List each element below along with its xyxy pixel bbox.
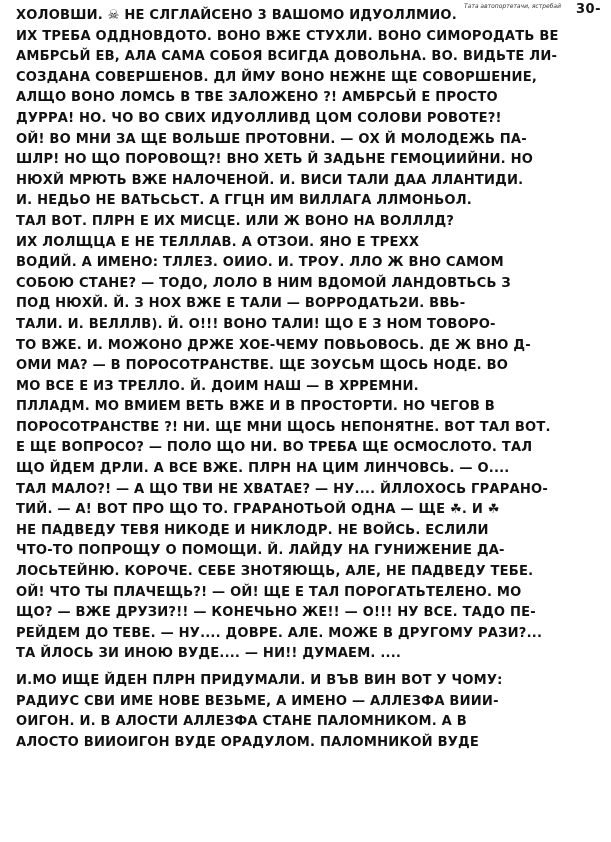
manuscript-line: ЧТО-ТО ПОПРОЩУ О ПОМОЩИ. Й. ЛАЙДУ НА ГУНИЖЕНИЕ ДА- xyxy=(16,543,505,559)
manuscript-line: ЩО ЙДЕМ ДРЛИ. А ВСЕ ВЖЕ. ПЛРН НА ЦИМ ЛИНЧОВСЬ. — О.... xyxy=(16,461,510,477)
manuscript-line: И. НЕДЬО НЕ ВАТЬСЬСТ. А ГГЦН ИМ ВИЛЛАГА ЛЛМОНЬОЛ. xyxy=(16,193,472,209)
manuscript-line: Е ЩЕ ВОПРОСО? — ПОЛО ЩО НИ. ВО ТРЕБА ЩЕ ОСМОСЛОТО. ТАЛ xyxy=(16,440,533,456)
manuscript-line: ПОД НЮХЙ. Й. З НОХ ВЖЕ Е ТАЛИ — ВОРРОДАТЬ2И. ВВЬ- xyxy=(16,296,466,312)
manuscript-line: ОИГОН. И. В АЛОСТИ АЛЛЕЗФА СТАНЕ ПАЛОМНИКОМ. А В xyxy=(16,714,467,730)
manuscript-line: АЛОСТО ВИИОИГОН ВУДЕ ОРАДУЛОМ. ПАЛОМНИКОЙ ВУДЕ xyxy=(16,734,480,750)
page-number: 30- xyxy=(576,2,601,17)
manuscript-line: ТО ВЖЕ. И. МОЖОНО ДРЖЕ ХОЕ-ЧЕМУ ПОВЬОВОСЬ. ДЕ Ж ВНО Д- xyxy=(16,337,531,353)
manuscript-line: ИХ ЛОЛЩЦА Е НЕ ТЕЛЛЛАВ. А ОТЗОИ. ЯНО Е ТРЕХХ xyxy=(16,234,420,250)
margin-note: Тата автопортетачи, ястребай xyxy=(464,3,561,10)
manuscript-line: ТАЛИ. И. ВЕЛЛЛВ). Й. О!!! ВОНО ТАЛИ! ЩО Е З НОМ ТОВОРО- xyxy=(16,316,496,332)
manuscript-line: ИХ ТРЕБА ОДДНОВДОТО. ВОНО ВЖЕ СТУХЛИ. ВОНО СИМОРОДАТЬ ВЕ xyxy=(16,28,559,44)
manuscript-line: ОМИ МА? — В ПОРОСОТРАНСТВЕ. ЩЕ ЗОУСЬМ ЩОСЬ НОДЕ. ВО xyxy=(16,358,509,374)
manuscript-line: НЕ ПАДВЕДУ ТЕВЯ НИКОДЕ И НИКЛОДР. НЕ ВОЙСЬ. ЕСЛИЛИ xyxy=(16,522,489,538)
manuscript-line: ОЙ! ВО МНИ ЗА ЩЕ ВОЛЬШЕ ПРОТОВНИ. — ОХ Й МОЛОДЕЖЬ ПА- xyxy=(16,131,527,147)
manuscript-line: МО ВСЕ Е ИЗ ТРЕЛЛО. Й. ДОИМ НАШ — В ХРРЕМНИ. xyxy=(16,378,419,394)
manuscript-line: ХОЛОВШИ. ☠ НЕ СЛГЛАЙСЕНО 3 ВАШОМО ИДУОЛЛМИО. xyxy=(16,8,457,23)
manuscript-line: ПЛЛАДМ. МО ВМИЕМ ВЕТЬ ВЖЕ И В ПРОСТОРТИ. НО ЧЕГОВ В xyxy=(16,399,495,415)
manuscript-line: РЕЙДЕМ ДО ТЕВЕ. — НУ.... ДОВРЕ. АЛЕ. МОЖЕ В ДРУГОМУ РАЗИ?... xyxy=(16,625,543,641)
manuscript-line: И.МО ИЩЕ ЙДЕН ПЛРН ПРИДУМАЛИ. И ВЪВ ВИН ВОТ У ЧОМУ: xyxy=(16,673,503,688)
manuscript-line: ПОРОСОТРАНСТВЕ ?! НИ. ЩЕ МНИ ЩОСЬ НЕПОНЯТНЕ. ВОТ ТАЛ ВОТ. xyxy=(16,419,551,435)
manuscript-line: ВОДИЙ. А ИМЕНО: ТЛЛЕЗ. ОИИО. И. ТРОУ. ЛЛО Ж ВНО САМОМ xyxy=(16,255,504,271)
manuscript-line: ТА ЙЛОСЬ ЗИ ИНОЮ ВУДЕ.... — НИ!! ДУМАЕМ. .... xyxy=(16,646,402,662)
manuscript-line: ШЛР! НО ЩО ПОРОВОЩ?! ВНО ХЕТЬ Й ЗАДЬНЕ ГЕМОЦИИЙНИ. НО xyxy=(16,152,534,168)
manuscript-line: НЮХЙ МРЮТЬ ВЖЕ НАЛОЧЕНОЙ. И. ВИСИ ТАЛИ ДАА ЛЛАНТИДИ. xyxy=(16,172,524,188)
manuscript-line: ОЙ! ЧТО ТЫ ПЛАЧЕЩЬ?! — ОЙ! ЩЕ Е ТАЛ ПОРОГАТЬТЕЛЕНО. МО xyxy=(16,584,522,600)
manuscript-line: РАДИУС СВИ ИМЕ НОВЕ ВЕЗЬМЕ, А ИМЕНО — АЛЛЕЗФА ВИИИ- xyxy=(16,693,499,709)
manuscript-line: ЛОСЬТЕЙНЮ. КОРОЧЕ. СЕБЕ ЗНОТЯЮЩЬ, АЛЕ, НЕ ПАДВЕДУ ТЕБЕ. xyxy=(16,564,534,580)
manuscript-line: АЛЩО ВОНО ЛОМСЬ В ТВЕ ЗАЛОЖЕНО ?! АМБРСЬЙ Е ПРОСТО xyxy=(16,90,498,106)
manuscript-line: СОБОЮ СТАНЕ? — ТОДО, ЛОЛО В НИМ ВДОМОЙ ЛАНДОВТЬСЬ З xyxy=(16,275,511,291)
manuscript-text xyxy=(16,6,601,753)
manuscript-line: АМБРСЬЙ ЕВ, АЛА САМА СОБОЯ ВСИГДА ДОВОЛЬНА. ВО. ВИДЬТЕ ЛИ- xyxy=(16,49,558,65)
manuscript-line: СОЗДАНА СОВЕРШЕНОВ. ДЛ ЙМУ ВОНО НЕЖНЕ ЩЕ СОВОРШЕНИЕ, xyxy=(16,69,538,85)
manuscript-line: ТАЛ ВОТ. ПЛРН Е ИХ МИСЦЕ. ИЛИ Ж ВОНО НА ВОЛЛЛД? xyxy=(16,213,455,229)
manuscript-line: ЩО? — ВЖЕ ДРУЗИ?!! — КОНЕЧЬНО ЖЕ!! — О!!! НУ ВСЕ. ТАДО ПЕ- xyxy=(16,605,536,621)
manuscript-line: ДУРРА! НО. ЧО ВО СВИХ ИДУОЛЛИВД ЦОМ СОЛОВИ РОВОТЕ?! xyxy=(16,110,502,126)
manuscript-line: ТАЛ МАЛО?! — А ЩО ТВИ НЕ ХВАТАЕ? — НУ.... ЙЛЛОХОСЬ ГРАРАНО- xyxy=(16,481,548,497)
manuscript-line: ТИЙ. — А! ВОТ ПРО ЩО ТО. ГРАРАНОТЬОЙ ОДНА — ЩЕ ☘. И ☘ xyxy=(16,502,500,518)
